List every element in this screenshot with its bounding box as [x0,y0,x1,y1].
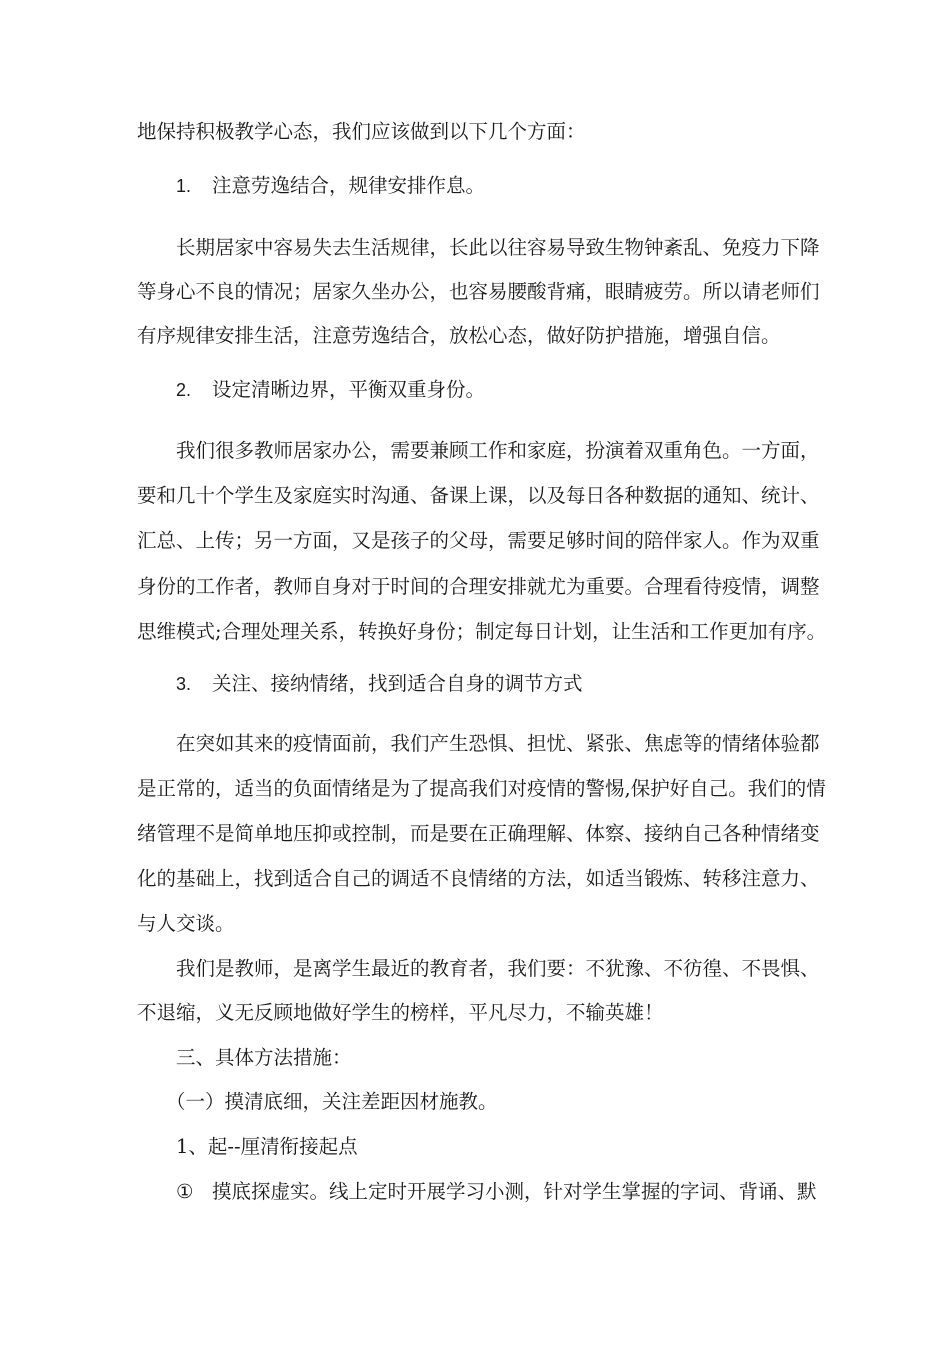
item-3-number: 3. [176,674,192,694]
item-2-paragraph-line: 汇总、上传；另一方面，又是孩子的父母，需要足够时间的陪伴家人。作为双重 [137,529,820,552]
closing-line: 不退缩，义无反顾地做好学生的榜样，平凡尽力，不输英雄！ [137,1001,664,1024]
item-2-paragraph-line: 要和几十个学生及家庭实时沟通、备课上课，以及每日各种数据的通知、统计、 [137,484,820,507]
section-heading: 三、具体方法措施： [176,1046,352,1069]
circled-number-marker: ① [176,1180,194,1203]
subsection-heading: （一）摸清底细，关注差距因材施教。 [166,1090,498,1113]
circled-item-text: 摸底探虚实。线上定时开展学习小测，针对学生掌握的字词、背诵、默 [212,1180,817,1203]
item-1-paragraph-line: 有序规律安排生活，注意劳逸结合，放松心态，做好防护措施，增强自信。 [137,324,781,347]
item-1-paragraph-line: 长期居家中容易失去生活规律，长此以往容易导致生物钟紊乱、免疫力下降 [176,236,820,259]
item-2-paragraph-line: 身份的工作者，教师自身对于时间的合理安排就尤为重要。合理看待疫情，调整 [137,575,820,598]
item-3-paragraph-line: 在突如其来的疫情面前，我们产生恐惧、担忧、紧张、焦虑等的情绪体验都 [176,732,820,755]
intro-line: 地保持积极教学心态，我们应该做到以下几个方面： [137,120,586,143]
closing-line: 我们是教师，是离学生最近的教育者，我们要：不犹豫、不彷徨、不畏惧、 [176,957,820,980]
item-3-paragraph-line: 与人交谈。 [137,912,235,935]
item-2-number: 2. [176,380,192,400]
item-3-paragraph-line: 是正常的，适当的负面情绪是为了提高我们对疫情的警惕,保护好自己。我们的情 [137,777,826,800]
item-2-paragraph-line: 思维模式;合理处理关系，转换好身份；制定每日计划，让生活和工作更加有序。 [137,620,827,643]
item-3-heading: 关注、接纳情绪，找到适合自身的调节方式 [212,672,583,695]
item-1-number: 1. [176,176,192,196]
sub-item-heading: 1、起--厘清衔接起点 [176,1135,358,1158]
item-3-paragraph-line: 绪管理不是简单地压抑或控制，而是要在正确理解、体察、接纳自己各种情绪变 [137,822,820,845]
item-2-heading: 设定清晰边界，平衡双重身份。 [212,378,486,401]
item-1-paragraph-line: 等身心不良的情况；居家久坐办公，也容易腰酸背痛，眼睛疲劳。所以请老师们 [137,280,820,303]
item-1-heading: 注意劳逸结合，规律安排作息。 [212,174,486,197]
item-2-paragraph-line: 我们很多教师居家办公，需要兼顾工作和家庭，扮演着双重角色。一方面， [176,439,820,462]
item-3-paragraph-line: 化的基础上，找到适合自己的调适不良情绪的方法，如适当锻炼、转移注意力、 [137,867,820,890]
